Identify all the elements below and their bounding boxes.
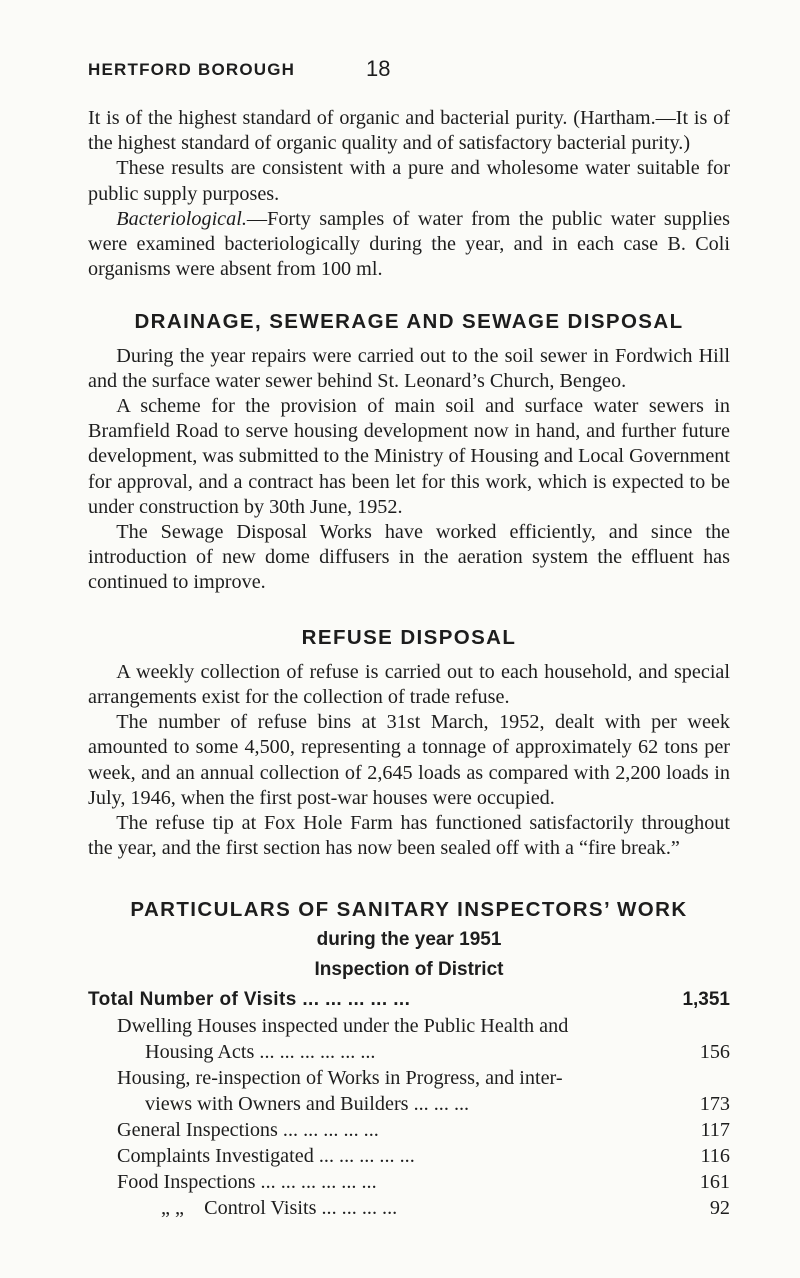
housing-reinspection-row-2	[88, 1091, 730, 1117]
housing-reinspection-label-line-1: Housing, re-inspection of Works in Progress, and inter-	[117, 1066, 563, 1089]
total-visits-label: Total Number of Visits ... ... ... ... ...	[88, 988, 411, 1010]
page-body	[88, 106, 730, 1221]
control-visits-value: 92	[709, 1196, 730, 1219]
water-paragraph-2: These results are consistent with a pure and wholesome water suitable for public supply purposes.	[88, 157, 730, 205]
dwelling-houses-label-line-1: Dwelling Houses inspected under the Public Health and	[117, 1014, 569, 1037]
refuse-paragraph-2: The number of refuse bins at 31st March, 1952, dealt with per week amounted to some 4,500, representing a tonnage of approximately 62 tons per week, and an annual collection of 2,645 loads as compared with 2,200 loads in July, 1946, when the first post-war houses were occupied.	[88, 711, 730, 809]
refuse-heading: REFUSE DISPOSAL	[301, 625, 517, 649]
control-visits-row	[88, 1195, 730, 1221]
general-inspections-row	[88, 1117, 730, 1143]
total-visits-value: 1,351	[682, 988, 730, 1010]
total-visits-row	[88, 987, 730, 1013]
drainage-paragraph-3: The Sewage Disposal Works have worked efficiently, and since the introduction of new dome diffusers in the aeration system the effluent has continued to improve.	[88, 521, 730, 594]
general-inspections-value: 117	[700, 1118, 730, 1141]
complaints-investigated-row	[88, 1143, 730, 1169]
control-visits-label: Control Visits ... ... ... ...	[204, 1196, 398, 1219]
running-head: HERTFORD BOROUGH	[88, 60, 296, 79]
inspection-section-heading: Inspection of District	[314, 958, 504, 980]
food-inspections-row	[88, 1169, 730, 1195]
housing-reinspection-row-1	[88, 1065, 730, 1091]
dwelling-houses-row-2	[88, 1039, 730, 1065]
general-inspections-label: General Inspections ... ... ... ... ...	[117, 1118, 379, 1141]
particulars-heading: PARTICULARS OF SANITARY INSPECTORS’ WORK	[130, 898, 688, 922]
dwelling-houses-label-line-2: Housing Acts ... ... ... ... ... ...	[145, 1040, 376, 1063]
bacteriological-text: —Forty samples of water from the public water supplies were examined bacteriologically during the year, and in each case B. Coli organisms were absent from 100 ml.	[88, 207, 730, 281]
water-paragraph-1: It is of the highest standard of organic and bacterial purity. (Hartham.—It is of the highest standard of organic quality and of satisfactory bacterial purity.)	[88, 107, 730, 155]
particulars-subheading: during the year 1951	[316, 928, 502, 950]
refuse-paragraph-3: The refuse tip at Fox Hole Farm has functioned satisfactorily throughout the year, and the first section has now been sealed off with a “fire break.”	[88, 812, 730, 860]
bacteriological-label: Bacteriological.	[116, 207, 247, 230]
complaints-investigated-label: Complaints Investigated ... ... ... ... ...	[117, 1144, 415, 1167]
refuse-paragraph-1: A weekly collection of refuse is carried out to each household, and special arrangements exist for the collection of trade refuse.	[88, 660, 730, 709]
page-number: 18	[366, 56, 391, 81]
housing-reinspection-value: 173	[699, 1092, 730, 1115]
housing-reinspection-label-line-2: views with Owners and Builders ... ... ...	[145, 1092, 470, 1115]
drainage-heading: DRAINAGE, SEWERAGE AND SEWAGE DISPOSAL	[134, 310, 684, 334]
page-header	[88, 56, 728, 84]
complaints-investigated-value: 116	[700, 1144, 730, 1167]
control-visits-label-wrap	[88, 1195, 656, 1221]
ditto-marks: „ „	[161, 1196, 184, 1219]
food-inspections-label: Food Inspections ... ... ... ... ... ...	[117, 1170, 377, 1193]
water-paragraph-3	[88, 207, 730, 283]
drainage-paragraph-1: During the year repairs were carried out to the soil sewer in Fordwich Hill and the surface water sewer behind St. Leonard’s Church, Bengeo.	[88, 344, 730, 392]
food-inspections-value: 161	[699, 1170, 730, 1193]
dwelling-houses-row-1	[88, 1013, 730, 1039]
dwelling-houses-value: 156	[699, 1040, 730, 1063]
drainage-paragraph-2: A scheme for the provision of main soil and surface water sewers in Bramfield Road to serve housing development now in hand, and further future development, was submitted to the Ministry of Housing and Local Government for approval, and a contract has been let for this work, which is expected to be under construction by 30th June, 1952.	[88, 395, 730, 518]
